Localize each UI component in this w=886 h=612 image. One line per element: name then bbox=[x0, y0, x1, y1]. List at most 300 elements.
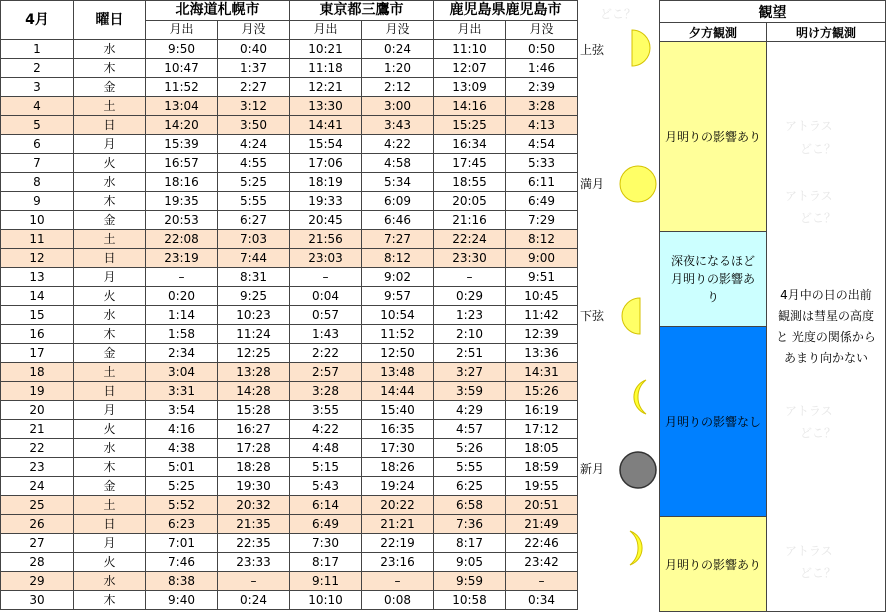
waxing-crescent-moon-icon bbox=[618, 528, 658, 568]
sapporo-rise-cell: 8:38 bbox=[146, 572, 218, 591]
mitaka-set-cell: 9:02 bbox=[362, 268, 434, 287]
kagoshima-set-cell: 6:49 bbox=[506, 192, 578, 211]
set-header: 月没 bbox=[362, 20, 434, 40]
set-header: 月没 bbox=[506, 20, 578, 40]
day-cell: 20 bbox=[1, 401, 74, 420]
table-row bbox=[1, 325, 578, 344]
kagoshima-set-cell: 17:12 bbox=[506, 420, 578, 439]
table-row bbox=[1, 591, 578, 610]
mitaka-rise-cell: 15:54 bbox=[290, 135, 362, 154]
sapporo-set-cell: 5:55 bbox=[218, 192, 290, 211]
sapporo-rise-cell: 23:19 bbox=[146, 249, 218, 268]
weekday-cell: 月 bbox=[74, 135, 146, 154]
sapporo-rise-cell: 2:34 bbox=[146, 344, 218, 363]
kagoshima-set-cell: 13:36 bbox=[506, 344, 578, 363]
sapporo-set-cell: 6:27 bbox=[218, 211, 290, 230]
mitaka-set-cell: 14:44 bbox=[362, 382, 434, 401]
mitaka-rise-cell: 21:56 bbox=[290, 230, 362, 249]
kagoshima-set-cell: 22:46 bbox=[506, 534, 578, 553]
sapporo-set-cell: 16:27 bbox=[218, 420, 290, 439]
table-row bbox=[1, 249, 578, 268]
sapporo-set-cell: 7:44 bbox=[218, 249, 290, 268]
kagoshima-set-cell: 16:19 bbox=[506, 401, 578, 420]
kagoshima-set-cell: 23:42 bbox=[506, 553, 578, 572]
sapporo-rise-cell: – bbox=[146, 268, 218, 287]
mitaka-set-cell: – bbox=[362, 572, 434, 591]
day-cell: 28 bbox=[1, 553, 74, 572]
mitaka-rise-cell: 8:17 bbox=[290, 553, 362, 572]
kagoshima-rise-cell: 14:16 bbox=[434, 97, 506, 116]
mitaka-rise-cell: 6:14 bbox=[290, 496, 362, 515]
day-cell: 11 bbox=[1, 230, 74, 249]
observation-table bbox=[659, 0, 886, 612]
table-row bbox=[1, 154, 578, 173]
mitaka-set-cell: 16:35 bbox=[362, 420, 434, 439]
phase-label-first-quarter: 上弦 bbox=[580, 43, 605, 57]
day-cell: 8 bbox=[1, 173, 74, 192]
city-header-mitaka: 東京都三鷹市 bbox=[290, 1, 434, 21]
watermark: どこ？ bbox=[800, 142, 837, 156]
kagoshima-set-cell: 0:50 bbox=[506, 40, 578, 59]
sapporo-set-cell: 8:31 bbox=[218, 268, 290, 287]
watermark: アトラス bbox=[785, 119, 833, 133]
sapporo-rise-cell: 1:58 bbox=[146, 325, 218, 344]
day-cell: 13 bbox=[1, 268, 74, 287]
table-row bbox=[1, 192, 578, 211]
rise-header: 月出 bbox=[434, 20, 506, 40]
kagoshima-set-cell: 0:34 bbox=[506, 591, 578, 610]
table-row bbox=[1, 40, 578, 59]
mitaka-set-cell: 6:46 bbox=[362, 211, 434, 230]
watermark: どこ？ bbox=[800, 566, 837, 580]
weekday-cell: 木 bbox=[74, 458, 146, 477]
mitaka-rise-cell: 13:30 bbox=[290, 97, 362, 116]
mitaka-set-cell: 2:12 bbox=[362, 78, 434, 97]
kagoshima-rise-cell: 23:30 bbox=[434, 249, 506, 268]
mitaka-set-cell: 17:30 bbox=[362, 439, 434, 458]
day-cell: 16 bbox=[1, 325, 74, 344]
sapporo-set-cell: 3:12 bbox=[218, 97, 290, 116]
kagoshima-rise-cell: 9:05 bbox=[434, 553, 506, 572]
city-header-kagoshima: 鹿児島県鹿児島市 bbox=[434, 1, 578, 21]
sapporo-set-cell: 10:23 bbox=[218, 306, 290, 325]
evening-header: 夕方観測 bbox=[660, 23, 767, 42]
table-row bbox=[1, 458, 578, 477]
mitaka-rise-cell: 23:03 bbox=[290, 249, 362, 268]
sapporo-rise-cell: 9:40 bbox=[146, 591, 218, 610]
kagoshima-set-cell: 8:12 bbox=[506, 230, 578, 249]
weekday-cell: 水 bbox=[74, 572, 146, 591]
kagoshima-rise-cell: 10:58 bbox=[434, 591, 506, 610]
kagoshima-rise-cell: 17:45 bbox=[434, 154, 506, 173]
mitaka-rise-cell: 19:33 bbox=[290, 192, 362, 211]
day-cell: 1 bbox=[1, 40, 74, 59]
rise-header: 月出 bbox=[146, 20, 218, 40]
evening-segment-4: 月明りの影響あり bbox=[660, 517, 767, 612]
sapporo-set-cell: 4:55 bbox=[218, 154, 290, 173]
day-cell: 23 bbox=[1, 458, 74, 477]
kagoshima-set-cell: 21:49 bbox=[506, 515, 578, 534]
weekday-cell: 木 bbox=[74, 192, 146, 211]
table-row bbox=[1, 344, 578, 363]
kagoshima-rise-cell: 18:55 bbox=[434, 173, 506, 192]
weekday-cell: 土 bbox=[74, 97, 146, 116]
mitaka-set-cell: 20:22 bbox=[362, 496, 434, 515]
sapporo-set-cell: – bbox=[218, 572, 290, 591]
mitaka-set-cell: 3:43 bbox=[362, 116, 434, 135]
sapporo-set-cell: 22:35 bbox=[218, 534, 290, 553]
kagoshima-set-cell: – bbox=[506, 572, 578, 591]
day-cell: 15 bbox=[1, 306, 74, 325]
weekday-header: 曜日 bbox=[74, 1, 146, 40]
mitaka-rise-cell: 4:48 bbox=[290, 439, 362, 458]
day-cell: 25 bbox=[1, 496, 74, 515]
sapporo-rise-cell: 5:01 bbox=[146, 458, 218, 477]
sapporo-rise-cell: 9:50 bbox=[146, 40, 218, 59]
sapporo-rise-cell: 20:53 bbox=[146, 211, 218, 230]
sapporo-rise-cell: 3:04 bbox=[146, 363, 218, 382]
table-row bbox=[1, 515, 578, 534]
sapporo-set-cell: 17:28 bbox=[218, 439, 290, 458]
set-header: 月没 bbox=[218, 20, 290, 40]
sapporo-rise-cell: 7:01 bbox=[146, 534, 218, 553]
table-row bbox=[1, 382, 578, 401]
kagoshima-set-cell: 9:51 bbox=[506, 268, 578, 287]
table-row bbox=[1, 211, 578, 230]
table-row bbox=[1, 116, 578, 135]
first-quarter-moon-icon bbox=[618, 28, 658, 68]
sapporo-rise-cell: 19:35 bbox=[146, 192, 218, 211]
kagoshima-rise-cell: 15:25 bbox=[434, 116, 506, 135]
watermark: アトラス bbox=[785, 189, 833, 203]
sapporo-rise-cell: 15:39 bbox=[146, 135, 218, 154]
sapporo-set-cell: 14:28 bbox=[218, 382, 290, 401]
sapporo-set-cell: 1:37 bbox=[218, 59, 290, 78]
kagoshima-set-cell: 19:55 bbox=[506, 477, 578, 496]
day-cell: 22 bbox=[1, 439, 74, 458]
sapporo-rise-cell: 0:20 bbox=[146, 287, 218, 306]
day-cell: 3 bbox=[1, 78, 74, 97]
phase-label-full: 満月 bbox=[580, 177, 605, 191]
kagoshima-rise-cell: 12:07 bbox=[434, 59, 506, 78]
kagoshima-rise-cell: 3:59 bbox=[434, 382, 506, 401]
day-cell: 19 bbox=[1, 382, 74, 401]
weekday-cell: 金 bbox=[74, 477, 146, 496]
mitaka-rise-cell: 14:41 bbox=[290, 116, 362, 135]
kagoshima-set-cell: 20:51 bbox=[506, 496, 578, 515]
weekday-cell: 金 bbox=[74, 211, 146, 230]
mitaka-rise-cell: 20:45 bbox=[290, 211, 362, 230]
mitaka-rise-cell: 1:43 bbox=[290, 325, 362, 344]
day-cell: 14 bbox=[1, 287, 74, 306]
kagoshima-rise-cell: 4:57 bbox=[434, 420, 506, 439]
day-cell: 7 bbox=[1, 154, 74, 173]
mitaka-rise-cell: 12:21 bbox=[290, 78, 362, 97]
sapporo-rise-cell: 5:25 bbox=[146, 477, 218, 496]
kagoshima-set-cell: 15:26 bbox=[506, 382, 578, 401]
kagoshima-set-cell: 18:59 bbox=[506, 458, 578, 477]
kagoshima-rise-cell: 3:27 bbox=[434, 363, 506, 382]
weekday-cell: 木 bbox=[74, 325, 146, 344]
kagoshima-set-cell: 5:33 bbox=[506, 154, 578, 173]
sapporo-rise-cell: 4:16 bbox=[146, 420, 218, 439]
kagoshima-set-cell: 10:45 bbox=[506, 287, 578, 306]
day-cell: 4 bbox=[1, 97, 74, 116]
mitaka-set-cell: 0:24 bbox=[362, 40, 434, 59]
weekday-cell: 土 bbox=[74, 496, 146, 515]
watermark: どこ？ bbox=[800, 426, 837, 440]
table-row bbox=[1, 420, 578, 439]
mitaka-set-cell: 21:21 bbox=[362, 515, 434, 534]
kagoshima-rise-cell: 6:25 bbox=[434, 477, 506, 496]
day-cell: 29 bbox=[1, 572, 74, 591]
weekday-cell: 土 bbox=[74, 363, 146, 382]
watermark: どこ？ bbox=[800, 211, 837, 225]
sapporo-rise-cell: 10:47 bbox=[146, 59, 218, 78]
sapporo-set-cell: 3:50 bbox=[218, 116, 290, 135]
day-cell: 26 bbox=[1, 515, 74, 534]
weekday-cell: 日 bbox=[74, 515, 146, 534]
kagoshima-rise-cell: 8:17 bbox=[434, 534, 506, 553]
kagoshima-rise-cell: 7:36 bbox=[434, 515, 506, 534]
new-moon-icon bbox=[618, 450, 658, 490]
dawn-header: 明け方観測 bbox=[767, 23, 886, 42]
weekday-cell: 金 bbox=[74, 344, 146, 363]
kagoshima-set-cell: 14:31 bbox=[506, 363, 578, 382]
weekday-cell: 水 bbox=[74, 40, 146, 59]
weekday-cell: 土 bbox=[74, 230, 146, 249]
table-row bbox=[1, 59, 578, 78]
table-row bbox=[1, 287, 578, 306]
mitaka-set-cell: 6:09 bbox=[362, 192, 434, 211]
sapporo-set-cell: 20:32 bbox=[218, 496, 290, 515]
sapporo-rise-cell: 4:38 bbox=[146, 439, 218, 458]
sapporo-rise-cell: 5:52 bbox=[146, 496, 218, 515]
sapporo-set-cell: 7:03 bbox=[218, 230, 290, 249]
mitaka-rise-cell: 0:57 bbox=[290, 306, 362, 325]
day-cell: 30 bbox=[1, 591, 74, 610]
table-row bbox=[1, 534, 578, 553]
mitaka-rise-cell: 7:30 bbox=[290, 534, 362, 553]
kagoshima-set-cell: 18:05 bbox=[506, 439, 578, 458]
kagoshima-set-cell: 6:11 bbox=[506, 173, 578, 192]
mitaka-set-cell: 15:40 bbox=[362, 401, 434, 420]
table-row bbox=[1, 439, 578, 458]
sapporo-set-cell: 9:25 bbox=[218, 287, 290, 306]
kagoshima-set-cell: 11:42 bbox=[506, 306, 578, 325]
sapporo-rise-cell: 16:57 bbox=[146, 154, 218, 173]
mitaka-set-cell: 0:08 bbox=[362, 591, 434, 610]
mitaka-rise-cell: 17:06 bbox=[290, 154, 362, 173]
full-moon-icon bbox=[618, 164, 658, 204]
day-cell: 21 bbox=[1, 420, 74, 439]
mitaka-set-cell: 22:19 bbox=[362, 534, 434, 553]
mitaka-rise-cell: 0:04 bbox=[290, 287, 362, 306]
sapporo-set-cell: 2:27 bbox=[218, 78, 290, 97]
day-cell: 12 bbox=[1, 249, 74, 268]
sapporo-set-cell: 13:28 bbox=[218, 363, 290, 382]
table-row bbox=[1, 78, 578, 97]
weekday-cell: 火 bbox=[74, 287, 146, 306]
table-row bbox=[1, 496, 578, 515]
mitaka-set-cell: 11:52 bbox=[362, 325, 434, 344]
mitaka-rise-cell: 3:28 bbox=[290, 382, 362, 401]
sapporo-set-cell: 19:30 bbox=[218, 477, 290, 496]
weekday-cell: 火 bbox=[74, 420, 146, 439]
month-header: 4月 bbox=[1, 1, 74, 40]
table-row bbox=[1, 135, 578, 154]
waning-crescent-moon-icon bbox=[618, 377, 658, 417]
kagoshima-set-cell: 7:29 bbox=[506, 211, 578, 230]
sapporo-rise-cell: 18:16 bbox=[146, 173, 218, 192]
weekday-cell: 金 bbox=[74, 78, 146, 97]
kagoshima-set-cell: 12:39 bbox=[506, 325, 578, 344]
day-cell: 5 bbox=[1, 116, 74, 135]
mitaka-set-cell: 7:27 bbox=[362, 230, 434, 249]
mitaka-rise-cell: 6:49 bbox=[290, 515, 362, 534]
weekday-cell: 火 bbox=[74, 154, 146, 173]
mitaka-set-cell: 9:57 bbox=[362, 287, 434, 306]
kagoshima-rise-cell: 1:23 bbox=[434, 306, 506, 325]
weekday-cell: 水 bbox=[74, 306, 146, 325]
kagoshima-rise-cell: 6:58 bbox=[434, 496, 506, 515]
mitaka-set-cell: 12:50 bbox=[362, 344, 434, 363]
kagoshima-rise-cell: 2:51 bbox=[434, 344, 506, 363]
mitaka-rise-cell: 2:22 bbox=[290, 344, 362, 363]
mitaka-set-cell: 4:22 bbox=[362, 135, 434, 154]
sapporo-set-cell: 23:33 bbox=[218, 553, 290, 572]
mitaka-set-cell: 1:20 bbox=[362, 59, 434, 78]
mitaka-rise-cell: – bbox=[290, 268, 362, 287]
weekday-cell: 日 bbox=[74, 116, 146, 135]
mitaka-rise-cell: 10:21 bbox=[290, 40, 362, 59]
weekday-cell: 月 bbox=[74, 401, 146, 420]
mitaka-set-cell: 10:54 bbox=[362, 306, 434, 325]
mitaka-set-cell: 13:48 bbox=[362, 363, 434, 382]
table-row bbox=[1, 401, 578, 420]
kagoshima-set-cell: 4:54 bbox=[506, 135, 578, 154]
mitaka-rise-cell: 4:22 bbox=[290, 420, 362, 439]
day-cell: 9 bbox=[1, 192, 74, 211]
weekday-cell: 水 bbox=[74, 439, 146, 458]
kagoshima-rise-cell: 20:05 bbox=[434, 192, 506, 211]
day-cell: 24 bbox=[1, 477, 74, 496]
mitaka-set-cell: 4:58 bbox=[362, 154, 434, 173]
table-row bbox=[1, 477, 578, 496]
mitaka-rise-cell: 18:19 bbox=[290, 173, 362, 192]
kagoshima-rise-cell: 5:26 bbox=[434, 439, 506, 458]
weekday-cell: 月 bbox=[74, 268, 146, 287]
table-row bbox=[1, 553, 578, 572]
day-cell: 18 bbox=[1, 363, 74, 382]
day-cell: 6 bbox=[1, 135, 74, 154]
sapporo-set-cell: 11:24 bbox=[218, 325, 290, 344]
phase-label-new: 新月 bbox=[580, 462, 605, 476]
sapporo-rise-cell: 13:04 bbox=[146, 97, 218, 116]
table-row bbox=[1, 97, 578, 116]
mitaka-rise-cell: 11:18 bbox=[290, 59, 362, 78]
kagoshima-set-cell: 2:39 bbox=[506, 78, 578, 97]
sapporo-set-cell: 21:35 bbox=[218, 515, 290, 534]
moon-table-body bbox=[1, 1, 578, 610]
mitaka-rise-cell: 10:10 bbox=[290, 591, 362, 610]
mitaka-rise-cell: 5:15 bbox=[290, 458, 362, 477]
kagoshima-set-cell: 3:28 bbox=[506, 97, 578, 116]
kagoshima-rise-cell: 21:16 bbox=[434, 211, 506, 230]
evening-segment-1: 月明りの影響あり bbox=[660, 42, 767, 232]
table-row bbox=[1, 306, 578, 325]
weekday-cell: 水 bbox=[74, 173, 146, 192]
sapporo-rise-cell: 6:23 bbox=[146, 515, 218, 534]
table-row bbox=[1, 173, 578, 192]
mitaka-rise-cell: 5:43 bbox=[290, 477, 362, 496]
kagoshima-rise-cell: 2:10 bbox=[434, 325, 506, 344]
sapporo-rise-cell: 7:46 bbox=[146, 553, 218, 572]
mitaka-set-cell: 3:00 bbox=[362, 97, 434, 116]
sapporo-rise-cell: 3:54 bbox=[146, 401, 218, 420]
mitaka-set-cell: 5:34 bbox=[362, 173, 434, 192]
evening-segment-3: 月明りの影響なし bbox=[660, 327, 767, 517]
weekday-cell: 木 bbox=[74, 59, 146, 78]
watermark: どこ？ bbox=[600, 7, 637, 21]
kagoshima-rise-cell: 11:10 bbox=[434, 40, 506, 59]
kagoshima-rise-cell: 22:24 bbox=[434, 230, 506, 249]
mitaka-rise-cell: 9:11 bbox=[290, 572, 362, 591]
table-row bbox=[1, 572, 578, 591]
observation-title: 観望 bbox=[660, 1, 886, 23]
city-header-sapporo: 北海道札幌市 bbox=[146, 1, 290, 21]
table-row bbox=[1, 363, 578, 382]
mitaka-set-cell: 8:12 bbox=[362, 249, 434, 268]
mitaka-rise-cell: 2:57 bbox=[290, 363, 362, 382]
weekday-cell: 木 bbox=[74, 591, 146, 610]
mitaka-set-cell: 18:26 bbox=[362, 458, 434, 477]
sapporo-set-cell: 4:24 bbox=[218, 135, 290, 154]
kagoshima-rise-cell: 16:34 bbox=[434, 135, 506, 154]
sapporo-rise-cell: 14:20 bbox=[146, 116, 218, 135]
sapporo-set-cell: 12:25 bbox=[218, 344, 290, 363]
rise-header: 月出 bbox=[290, 20, 362, 40]
kagoshima-rise-cell: 0:29 bbox=[434, 287, 506, 306]
sapporo-rise-cell: 11:52 bbox=[146, 78, 218, 97]
kagoshima-set-cell: 1:46 bbox=[506, 59, 578, 78]
sapporo-set-cell: 0:24 bbox=[218, 591, 290, 610]
weekday-cell: 火 bbox=[74, 553, 146, 572]
sapporo-set-cell: 15:28 bbox=[218, 401, 290, 420]
mitaka-set-cell: 19:24 bbox=[362, 477, 434, 496]
kagoshima-rise-cell: 13:09 bbox=[434, 78, 506, 97]
dawn-note: 4月中の日の出前 観測は彗星の高度と 光度の関係から あまり向かない bbox=[767, 42, 886, 612]
kagoshima-rise-cell: 9:59 bbox=[434, 572, 506, 591]
table-row bbox=[1, 230, 578, 249]
sapporo-rise-cell: 3:31 bbox=[146, 382, 218, 401]
kagoshima-set-cell: 4:13 bbox=[506, 116, 578, 135]
watermark: アトラス bbox=[785, 544, 833, 558]
last-quarter-moon-icon bbox=[618, 296, 658, 336]
mitaka-set-cell: 23:16 bbox=[362, 553, 434, 572]
sapporo-set-cell: 5:25 bbox=[218, 173, 290, 192]
weekday-cell: 日 bbox=[74, 382, 146, 401]
day-cell: 17 bbox=[1, 344, 74, 363]
phase-label-last-quarter: 下弦 bbox=[580, 309, 605, 323]
day-cell: 2 bbox=[1, 59, 74, 78]
kagoshima-rise-cell: – bbox=[434, 268, 506, 287]
weekday-cell: 月 bbox=[74, 534, 146, 553]
kagoshima-rise-cell: 5:55 bbox=[434, 458, 506, 477]
evening-segment-2: 深夜になるほど 月明りの影響あり bbox=[660, 232, 767, 327]
mitaka-rise-cell: 3:55 bbox=[290, 401, 362, 420]
kagoshima-rise-cell: 4:29 bbox=[434, 401, 506, 420]
